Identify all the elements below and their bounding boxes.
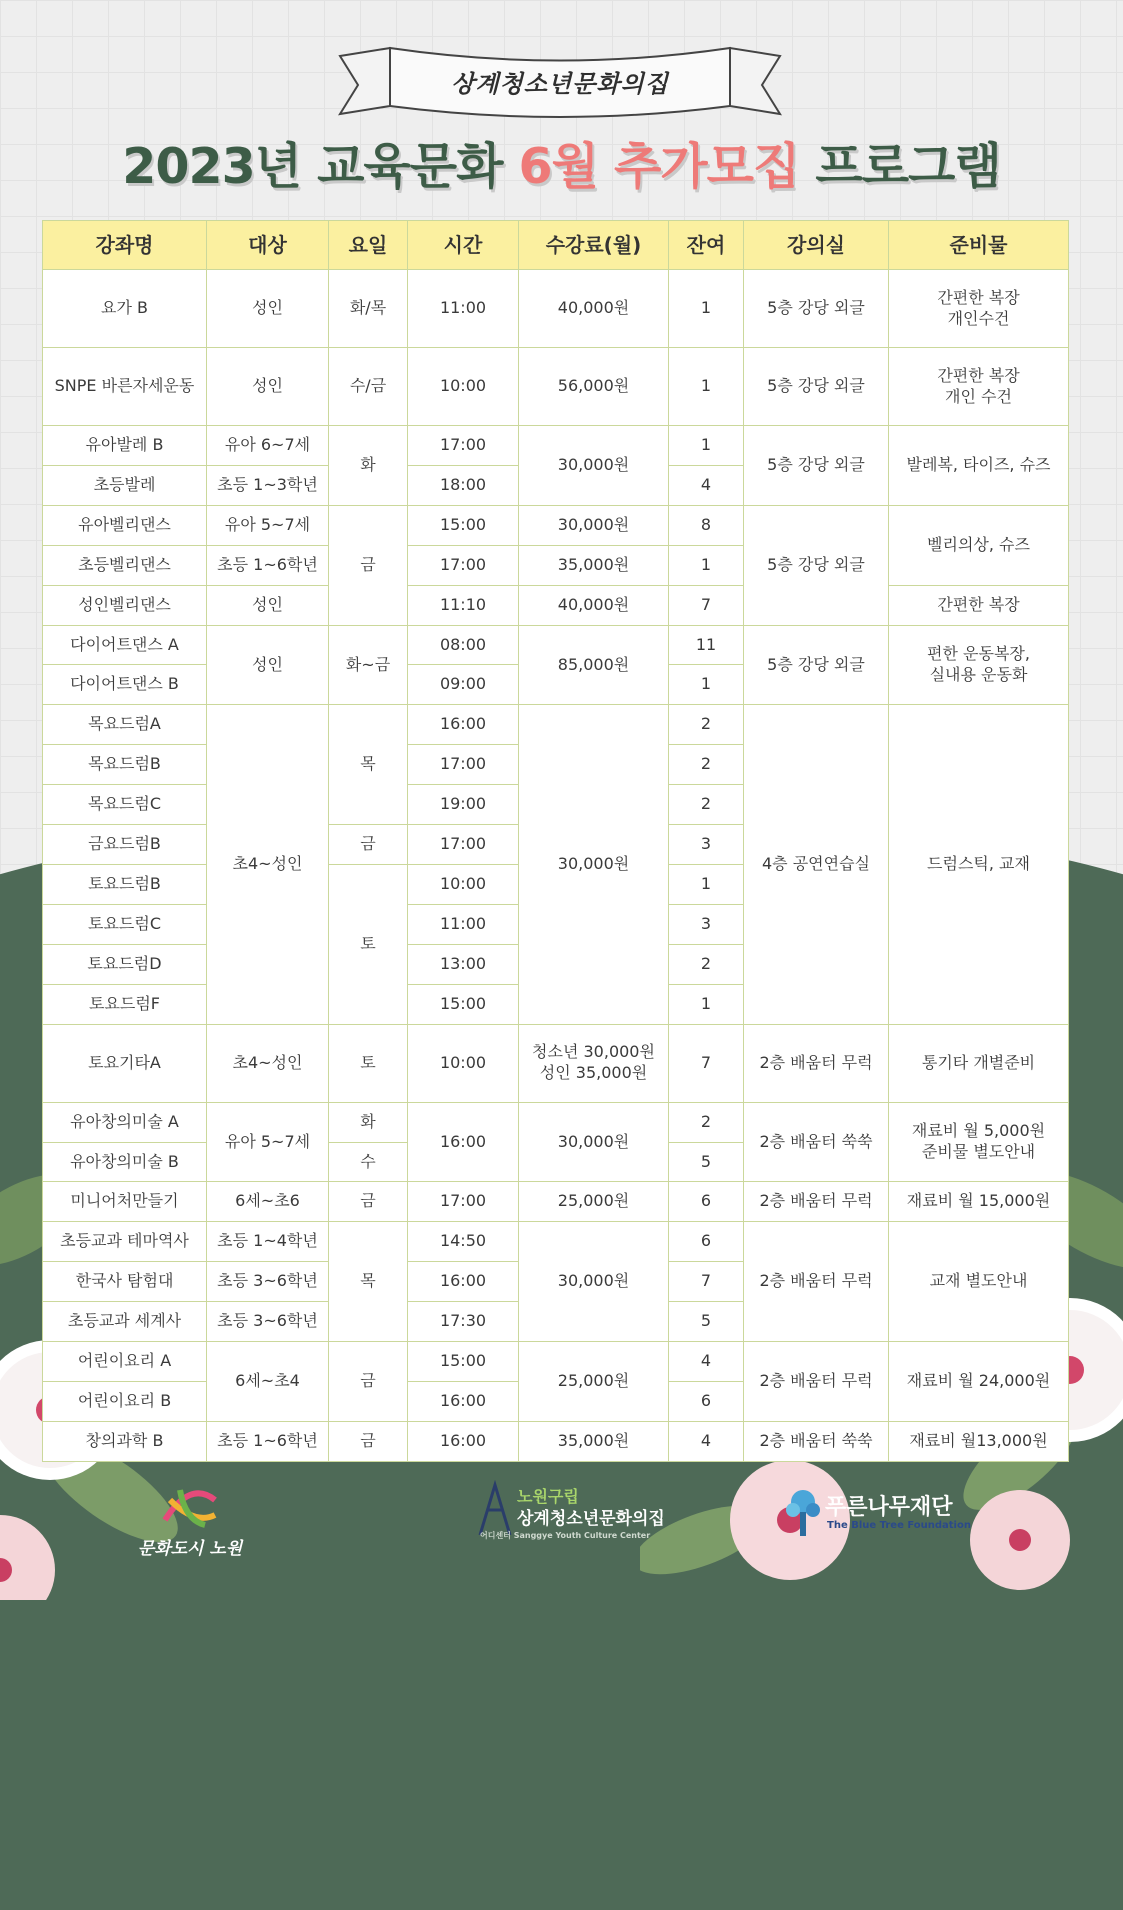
table-cell: 6세~초6 [207, 1182, 329, 1222]
table-cell: 성인 [207, 348, 329, 426]
table-cell: 16:00 [408, 705, 519, 745]
table-cell: 성인벨리댄스 [43, 585, 207, 625]
column-header: 시간 [408, 221, 519, 270]
table-cell: 6 [669, 1381, 744, 1421]
logo-right-en: The Blue Tree Foundation [827, 1520, 971, 1531]
table-cell: 요가 B [43, 270, 207, 348]
table-cell: 1 [669, 665, 744, 705]
table-cell: 6 [669, 1222, 744, 1262]
table-row [43, 270, 1069, 348]
table-cell: 10:00 [408, 348, 519, 426]
table-cell: 초등교과 세계사 [43, 1302, 207, 1342]
table-cell: 5층 강당 외글 [744, 270, 889, 348]
table-cell: 유아발레 B [43, 426, 207, 466]
table-row [43, 585, 1069, 625]
table-cell: 7 [669, 1262, 744, 1302]
table-cell: 1 [669, 348, 744, 426]
table-cell: 금 [329, 1342, 408, 1422]
table-cell: 금요드럼B [43, 825, 207, 865]
title-part1: 2023년 교육문화 [122, 138, 519, 195]
table-cell: 11:00 [408, 270, 519, 348]
table-cell: 30,000원 [519, 705, 669, 1024]
table-cell: 14:50 [408, 1222, 519, 1262]
table-cell: 15:00 [408, 505, 519, 545]
table-cell: 초등 3~6학년 [207, 1302, 329, 1342]
table-cell: 2층 배움터 무럭 [744, 1182, 889, 1222]
table-cell: 2층 배움터 쑥쑥 [744, 1421, 889, 1461]
table-cell: 유아 6~7세 [207, 426, 329, 466]
table-cell: 화 [329, 1102, 408, 1142]
table-cell: 11:10 [408, 585, 519, 625]
table-cell: 2 [669, 1102, 744, 1142]
table-cell: 유아 5~7세 [207, 505, 329, 545]
logo-center-sub-en: Sanggye Youth Culture Center [513, 1531, 651, 1540]
logo-left-text: 문화도시 노원 [137, 1539, 243, 1559]
table-cell: 재료비 월 24,000원 [889, 1342, 1069, 1422]
table-cell: 간편한 복장 개인 수건 [889, 348, 1069, 426]
table-cell: 30,000원 [519, 1222, 669, 1342]
table-cell: SNPE 바른자세운동 [43, 348, 207, 426]
table-cell: 간편한 복장 개인수건 [889, 270, 1069, 348]
table-cell: 1 [669, 984, 744, 1024]
table-row [43, 505, 1069, 545]
table-cell: 11 [669, 625, 744, 665]
table-cell: 5층 강당 외글 [744, 348, 889, 426]
table-cell: 목 [329, 705, 408, 825]
table-cell: 다이어트댄스 A [43, 625, 207, 665]
table-cell: 4 [669, 1342, 744, 1382]
table-cell: 35,000원 [519, 1421, 669, 1461]
table-cell: 40,000원 [519, 585, 669, 625]
table-row [43, 426, 1069, 466]
column-header: 준비물 [889, 221, 1069, 270]
column-header: 요일 [329, 221, 408, 270]
table-cell: 85,000원 [519, 625, 669, 705]
table-row [43, 1222, 1069, 1262]
table-cell: 토 [329, 1024, 408, 1102]
table-cell: 5층 강당 외글 [744, 625, 889, 705]
table-cell: 1 [669, 426, 744, 466]
org-banner-text: 상계청소년문화의집 [451, 69, 669, 98]
column-header: 수강료(월) [519, 221, 669, 270]
table-cell: 16:00 [408, 1262, 519, 1302]
table-cell: 17:00 [408, 825, 519, 865]
table-cell: 2층 배움터 쑥쑥 [744, 1102, 889, 1182]
column-header: 강의실 [744, 221, 889, 270]
table-row [43, 348, 1069, 426]
table-cell: 1 [669, 864, 744, 904]
table-cell: 7 [669, 585, 744, 625]
table-cell: 화/목 [329, 270, 408, 348]
table-cell: 수 [329, 1142, 408, 1182]
table-cell: 토요드럼B [43, 864, 207, 904]
table-cell: 4층 공연연습실 [744, 705, 889, 1024]
table-cell: 재료비 월 5,000원 준비물 별도안내 [889, 1102, 1069, 1182]
table-cell: 한국사 탐험대 [43, 1262, 207, 1302]
table-cell: 8 [669, 505, 744, 545]
table-cell: 40,000원 [519, 270, 669, 348]
table-cell: 5 [669, 1142, 744, 1182]
table-cell: 금 [329, 825, 408, 865]
table-cell: 17:00 [408, 426, 519, 466]
table-cell: 벨리의상, 슈즈 [889, 505, 1069, 585]
table-row [43, 1342, 1069, 1382]
table-cell: 6세~초4 [207, 1342, 329, 1422]
table-cell: 금 [329, 1182, 408, 1222]
title-accent: 6월 추가모집 [518, 138, 800, 195]
title-part2: 프로그램 [799, 138, 1001, 195]
table-cell: 화 [329, 426, 408, 506]
table-cell: 목 [329, 1222, 408, 1342]
table-cell: 30,000원 [519, 426, 669, 506]
table-cell: 08:00 [408, 625, 519, 665]
table-cell: 성인 [207, 625, 329, 705]
table-header-row [43, 221, 1069, 270]
table-row [43, 1182, 1069, 1222]
table-cell: 어린이요리 B [43, 1381, 207, 1421]
table-cell: 2층 배움터 무럭 [744, 1024, 889, 1102]
table-cell: 초등 1~6학년 [207, 545, 329, 585]
table-cell: 청소년 30,000원 성인 35,000원 [519, 1024, 669, 1102]
table-cell: 3 [669, 825, 744, 865]
table-cell: 금 [329, 505, 408, 625]
table-cell: 16:00 [408, 1102, 519, 1182]
table-cell: 교재 별도안내 [889, 1222, 1069, 1342]
column-header: 강좌명 [43, 221, 207, 270]
blue-tree-icon [785, 1488, 821, 1538]
table-cell: 다이어트댄스 B [43, 665, 207, 705]
table-cell: 5 [669, 1302, 744, 1342]
table-cell: 17:00 [408, 1182, 519, 1222]
table-cell: 2층 배움터 무럭 [744, 1342, 889, 1422]
table-cell: 토요드럼D [43, 944, 207, 984]
table-cell: 재료비 월13,000원 [889, 1421, 1069, 1461]
table-cell: 3 [669, 904, 744, 944]
table-cell: 35,000원 [519, 545, 669, 585]
table-cell: 초등 3~6학년 [207, 1262, 329, 1302]
table-cell: 17:00 [408, 545, 519, 585]
table-row [43, 1024, 1069, 1102]
table-cell: 토요드럼F [43, 984, 207, 1024]
table-row [43, 1102, 1069, 1142]
table-cell: 수/금 [329, 348, 408, 426]
table-cell: 초등 1~3학년 [207, 465, 329, 505]
table-cell: 어린이요리 A [43, 1342, 207, 1382]
table-cell: 1 [669, 270, 744, 348]
table-cell: 2 [669, 705, 744, 745]
table-cell: 초4~성인 [207, 1024, 329, 1102]
table-cell: 1 [669, 545, 744, 585]
table-cell: 유아벨리댄스 [43, 505, 207, 545]
table-cell: 17:00 [408, 745, 519, 785]
column-header: 잔여 [669, 221, 744, 270]
table-cell: 화~금 [329, 625, 408, 705]
table-cell: 초등벨리댄스 [43, 545, 207, 585]
table-cell: 11:00 [408, 904, 519, 944]
table-cell: 6 [669, 1182, 744, 1222]
table-cell: 초등 1~4학년 [207, 1222, 329, 1262]
table-cell: 13:00 [408, 944, 519, 984]
table-cell: 2 [669, 785, 744, 825]
table-cell: 토 [329, 864, 408, 1024]
table-row [43, 625, 1069, 665]
table-cell: 목요드럼C [43, 785, 207, 825]
table-cell: 15:00 [408, 1342, 519, 1382]
table-cell: 성인 [207, 270, 329, 348]
table-cell: 미니어처만들기 [43, 1182, 207, 1222]
table-cell: 4 [669, 465, 744, 505]
table-row [43, 705, 1069, 745]
column-header: 대상 [207, 221, 329, 270]
table-cell: 25,000원 [519, 1182, 669, 1222]
table-cell: 창의과학 B [43, 1421, 207, 1461]
table-cell: 30,000원 [519, 505, 669, 545]
table-row [43, 1421, 1069, 1461]
table-body [43, 270, 1069, 1462]
table-cell: 통기타 개별준비 [889, 1024, 1069, 1102]
footer-logos [0, 1470, 1123, 1587]
logo-center-sub-ko: 어디센터 [480, 1531, 511, 1540]
table-cell: 4 [669, 1421, 744, 1461]
schedule-table [42, 220, 1069, 1462]
table-cell: 10:00 [408, 864, 519, 904]
table-cell: 5층 강당 외글 [744, 505, 889, 625]
table-cell: 7 [669, 1024, 744, 1102]
table-cell: 초등발레 [43, 465, 207, 505]
page-title [0, 128, 1123, 198]
table-cell: 17:30 [408, 1302, 519, 1342]
table-cell: 30,000원 [519, 1102, 669, 1182]
table-cell: 초등 1~6학년 [207, 1421, 329, 1461]
table-cell: 2 [669, 944, 744, 984]
table-cell: 2층 배움터 무럭 [744, 1222, 889, 1342]
logo-center-line2: 상계청소년문화의집 [517, 1509, 665, 1529]
table-cell: 토요기타A [43, 1024, 207, 1102]
table-cell: 토요드럼C [43, 904, 207, 944]
logo-right-ko: 푸른나무재단 [825, 1495, 953, 1520]
table-cell: 목요드럼B [43, 745, 207, 785]
table-cell: 유아 5~7세 [207, 1102, 329, 1182]
table-cell: 금 [329, 1421, 408, 1461]
table-cell: 56,000원 [519, 348, 669, 426]
table-cell: 유아창의미술 B [43, 1142, 207, 1182]
table-cell: 19:00 [408, 785, 519, 825]
logo-center-line1: 노원구립 [517, 1487, 579, 1506]
table-cell: 16:00 [408, 1381, 519, 1421]
table-cell: 15:00 [408, 984, 519, 1024]
table-cell: 유아창의미술 A [43, 1102, 207, 1142]
nowon-emblem-icon [155, 1480, 225, 1530]
table-cell: 10:00 [408, 1024, 519, 1102]
table-cell: 16:00 [408, 1421, 519, 1461]
table-cell: 간편한 복장 [889, 585, 1069, 625]
table-cell: 18:00 [408, 465, 519, 505]
table-cell: 성인 [207, 585, 329, 625]
table-cell: 드럼스틱, 교재 [889, 705, 1069, 1024]
table-cell: 목요드럼A [43, 705, 207, 745]
table-cell: 5층 강당 외글 [744, 426, 889, 506]
table-cell: 재료비 월 15,000원 [889, 1182, 1069, 1222]
table-cell: 초4~성인 [207, 705, 329, 1024]
table-cell: 초등교과 테마역사 [43, 1222, 207, 1262]
table-cell: 발레복, 타이즈, 슈즈 [889, 426, 1069, 506]
table-cell: 09:00 [408, 665, 519, 705]
table-cell: 2 [669, 745, 744, 785]
logo-nowon-culture-city [130, 1480, 250, 1559]
table-cell: 편한 운동복장, 실내용 운동화 [889, 625, 1069, 705]
table-cell: 25,000원 [519, 1342, 669, 1422]
